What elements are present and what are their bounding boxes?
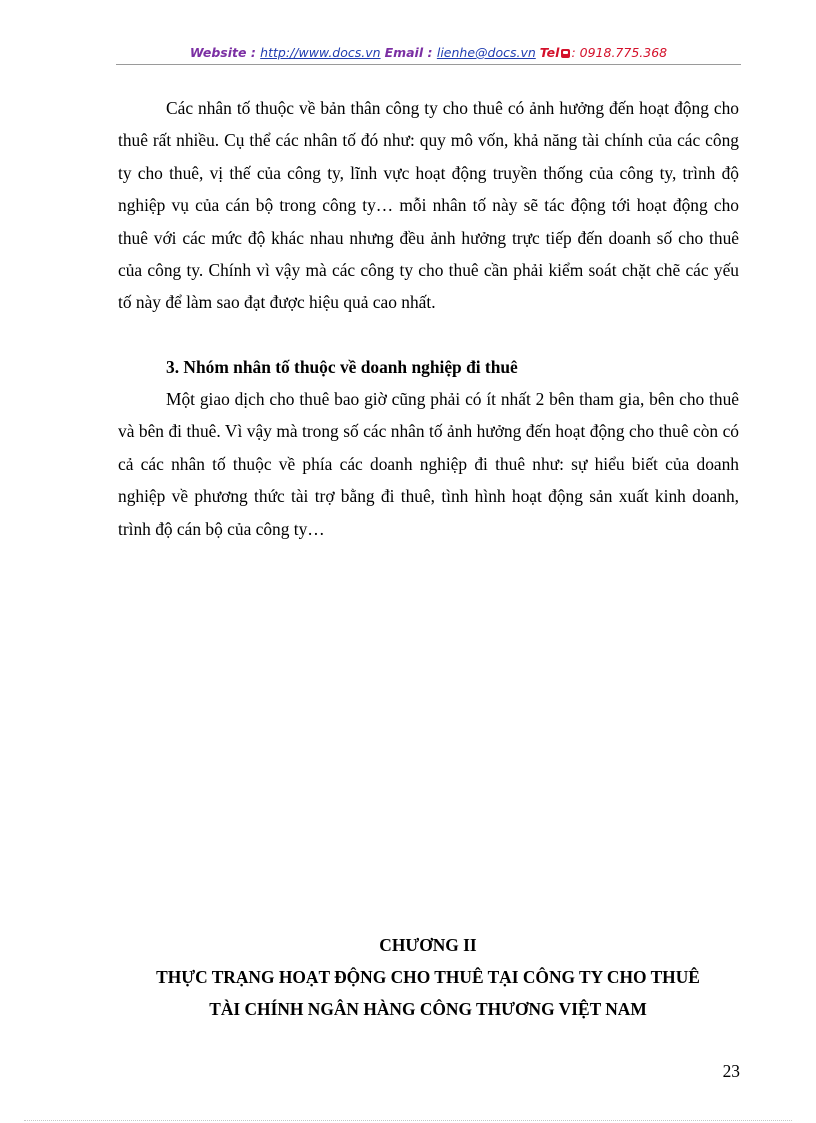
page-header (116, 45, 741, 63)
page-number: 23 (722, 1061, 740, 1081)
email-link[interactable]: lienhe@docs.vn (436, 45, 536, 60)
website-separator: : (246, 45, 261, 60)
footer-divider (24, 1120, 792, 1121)
chapter-number: CHƯƠNG II (379, 935, 477, 955)
phone-icon (561, 49, 570, 58)
tel-label: Tel (539, 45, 560, 60)
header-divider (116, 64, 741, 65)
email-label: Email (384, 45, 424, 60)
paragraph-lessee-factors: Một giao dịch cho thuê bao giờ cũng phải có ít nhất 2 bên tham gia, bên cho thuê và bên đi thuê. Vì vậy mà trong số các nhân tố ảnh hưởng đến hoạt động cho thuê còn có cả các nhân tố thuộc về phía các doanh nghiệp đi thuê như: sự hiểu biết của doanh nghiệp về phương thức tài trợ bằng đi thuê, tình hình hoạt động sản xuất kinh doanh, trình độ cán bộ của công ty… (118, 389, 739, 539)
tel-value: : 0918.775.368 (571, 45, 668, 60)
website-link[interactable]: http://www.docs.vn (260, 45, 381, 60)
section-heading-3: 3. Nhóm nhân tố thuộc về doanh nghiệp đi thuê (166, 357, 518, 377)
chapter-title-line-2: TÀI CHÍNH NGÂN HÀNG CÔNG THƯƠNG VIỆT NAM (209, 999, 647, 1019)
chapter-title-line-1: THỰC TRẠNG HOẠT ĐỘNG CHO THUÊ TẠI CÔNG TY CHO THUÊ (156, 967, 700, 987)
email-separator: : (423, 45, 437, 60)
website-label: Website (189, 45, 247, 60)
paragraph-company-factors: Các nhân tố thuộc về bản thân công ty cho thuê có ảnh hưởng đến hoạt động cho thuê rất nhiều. Cụ thể các nhân tố đó như: quy mô vốn, khả năng tài chính của các công ty cho thuê, vị thế của công ty, lĩnh vực hoạt động truyền thống của công ty, trình độ nghiệp vụ của cán bộ trong công ty… mỗi nhân tố này sẽ tác động tới hoạt động cho thuê với các mức độ khác nhau nhưng đều ảnh hưởng trực tiếp đến doanh số cho thuê của công ty. Chính vì vậy mà các công ty cho thuê cần phải kiểm soát chặt chẽ các yếu tố này để làm sao đạt được hiệu quả cao nhất. (118, 98, 739, 313)
